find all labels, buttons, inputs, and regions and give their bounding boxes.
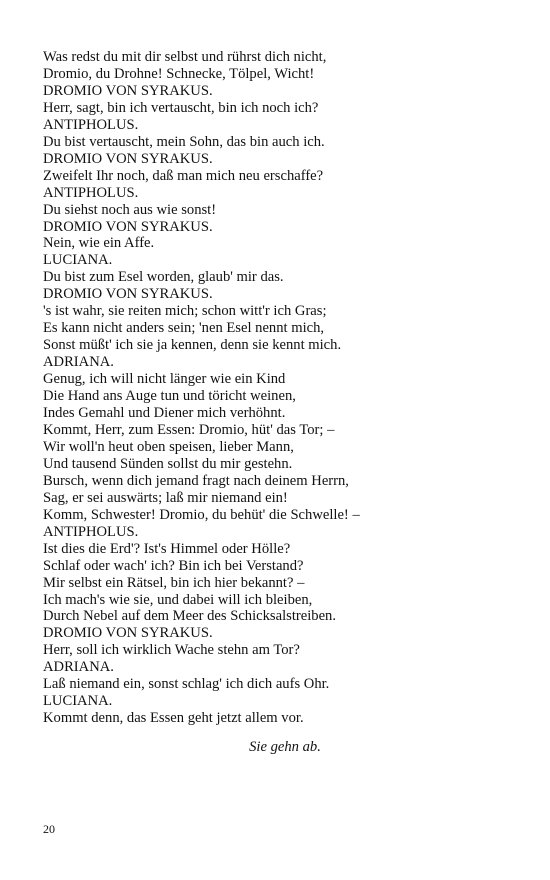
- speaker-name: ADRIANA.: [43, 659, 114, 676]
- verse-line: Du siehst noch aus wie sonst!: [43, 201, 217, 218]
- verse-line: Wir woll'n heut oben speisen, lieber Mann,: [43, 438, 294, 455]
- speaker-name: DROMIO VON SYRAKUS.: [43, 218, 213, 235]
- verse-line: Sag, er sei auswärts; laß mir niemand ein!: [43, 489, 288, 506]
- verse-line: Kommt denn, das Essen geht jetzt allem vor.: [43, 710, 304, 727]
- verse-line: Du bist zum Esel worden, glaub' mir das.: [43, 269, 284, 286]
- verse-line: Herr, soll ich wirklich Wache stehn am Tor?: [43, 642, 300, 659]
- speaker-name: DROMIO VON SYRAKUS.: [43, 82, 213, 99]
- speaker-name: DROMIO VON SYRAKUS.: [43, 286, 213, 303]
- verse-line: Was redst du mit dir selbst und rührst dich nicht,: [43, 49, 327, 65]
- speaker-name: ANTIPHOLUS.: [43, 523, 139, 540]
- page-number: 20: [43, 822, 55, 836]
- verse-line: Mir selbst ein Rätsel, bin ich hier bekannt? –: [43, 574, 305, 591]
- verse-line: Dromio, du Drohne! Schnecke, Tölpel, Wicht!: [43, 65, 315, 82]
- verse-line: Ist dies die Erd'? Ist's Himmel oder Hölle?: [43, 540, 291, 557]
- speaker-name: LUCIANA.: [43, 693, 113, 710]
- verse-line: Nein, wie ein Affe.: [43, 235, 155, 252]
- verse-line: Sonst müßt' ich sie ja kennen, denn sie kennt mich.: [43, 337, 342, 354]
- speaker-name: ADRIANA.: [43, 354, 114, 371]
- speaker-name: LUCIANA.: [43, 252, 113, 269]
- verse-line: Genug, ich will nicht länger wie ein Kind: [43, 371, 286, 388]
- verse-line: Und tausend Sünden sollst du mir gestehn.: [43, 455, 293, 472]
- verse-line: Es kann nicht anders sein; 'nen Esel nennt mich,: [43, 320, 325, 337]
- verse-line: Komm, Schwester! Dromio, du behüt' die Schwelle! –: [43, 506, 360, 523]
- verse-line: Durch Nebel auf dem Meer des Schicksalstreiben.: [43, 608, 336, 625]
- speaker-name: ANTIPHOLUS.: [43, 184, 139, 201]
- verse-line: Kommt, Herr, zum Essen: Dromio, hüt' das Tor; –: [43, 421, 335, 438]
- verse-line: Du bist vertauscht, mein Sohn, das bin auch ich.: [43, 133, 325, 150]
- speaker-name: ANTIPHOLUS.: [43, 116, 139, 133]
- verse-line: Ich mach's wie sie, und dabei will ich bleiben,: [43, 591, 313, 608]
- verse-line: Herr, sagt, bin ich vertauscht, bin ich noch ich?: [43, 99, 319, 116]
- verse-line: Zweifelt Ihr noch, daß man mich neu erschaffe?: [43, 167, 324, 184]
- speaker-name: DROMIO VON SYRAKUS.: [43, 625, 213, 642]
- verse-line: Schlaf oder wach' ich? Bin ich bei Verstand?: [43, 557, 304, 574]
- verse-line: Laß niemand ein, sonst schlag' ich dich aufs Ohr.: [43, 676, 330, 693]
- speaker-name: DROMIO VON SYRAKUS.: [43, 150, 213, 167]
- verse-line: Bursch, wenn dich jemand fragt nach deinem Herrn,: [43, 472, 349, 489]
- stage-direction: Sie gehn ab.: [249, 739, 321, 755]
- verse-line: Indes Gemahl und Diener mich verhöhnt.: [43, 405, 286, 422]
- verse-line: 's ist wahr, sie reiten mich; schon witt'r ich Gras;: [43, 303, 327, 320]
- play-text: [43, 49, 513, 727]
- verse-line: Die Hand ans Auge tun und töricht weinen,: [43, 388, 296, 405]
